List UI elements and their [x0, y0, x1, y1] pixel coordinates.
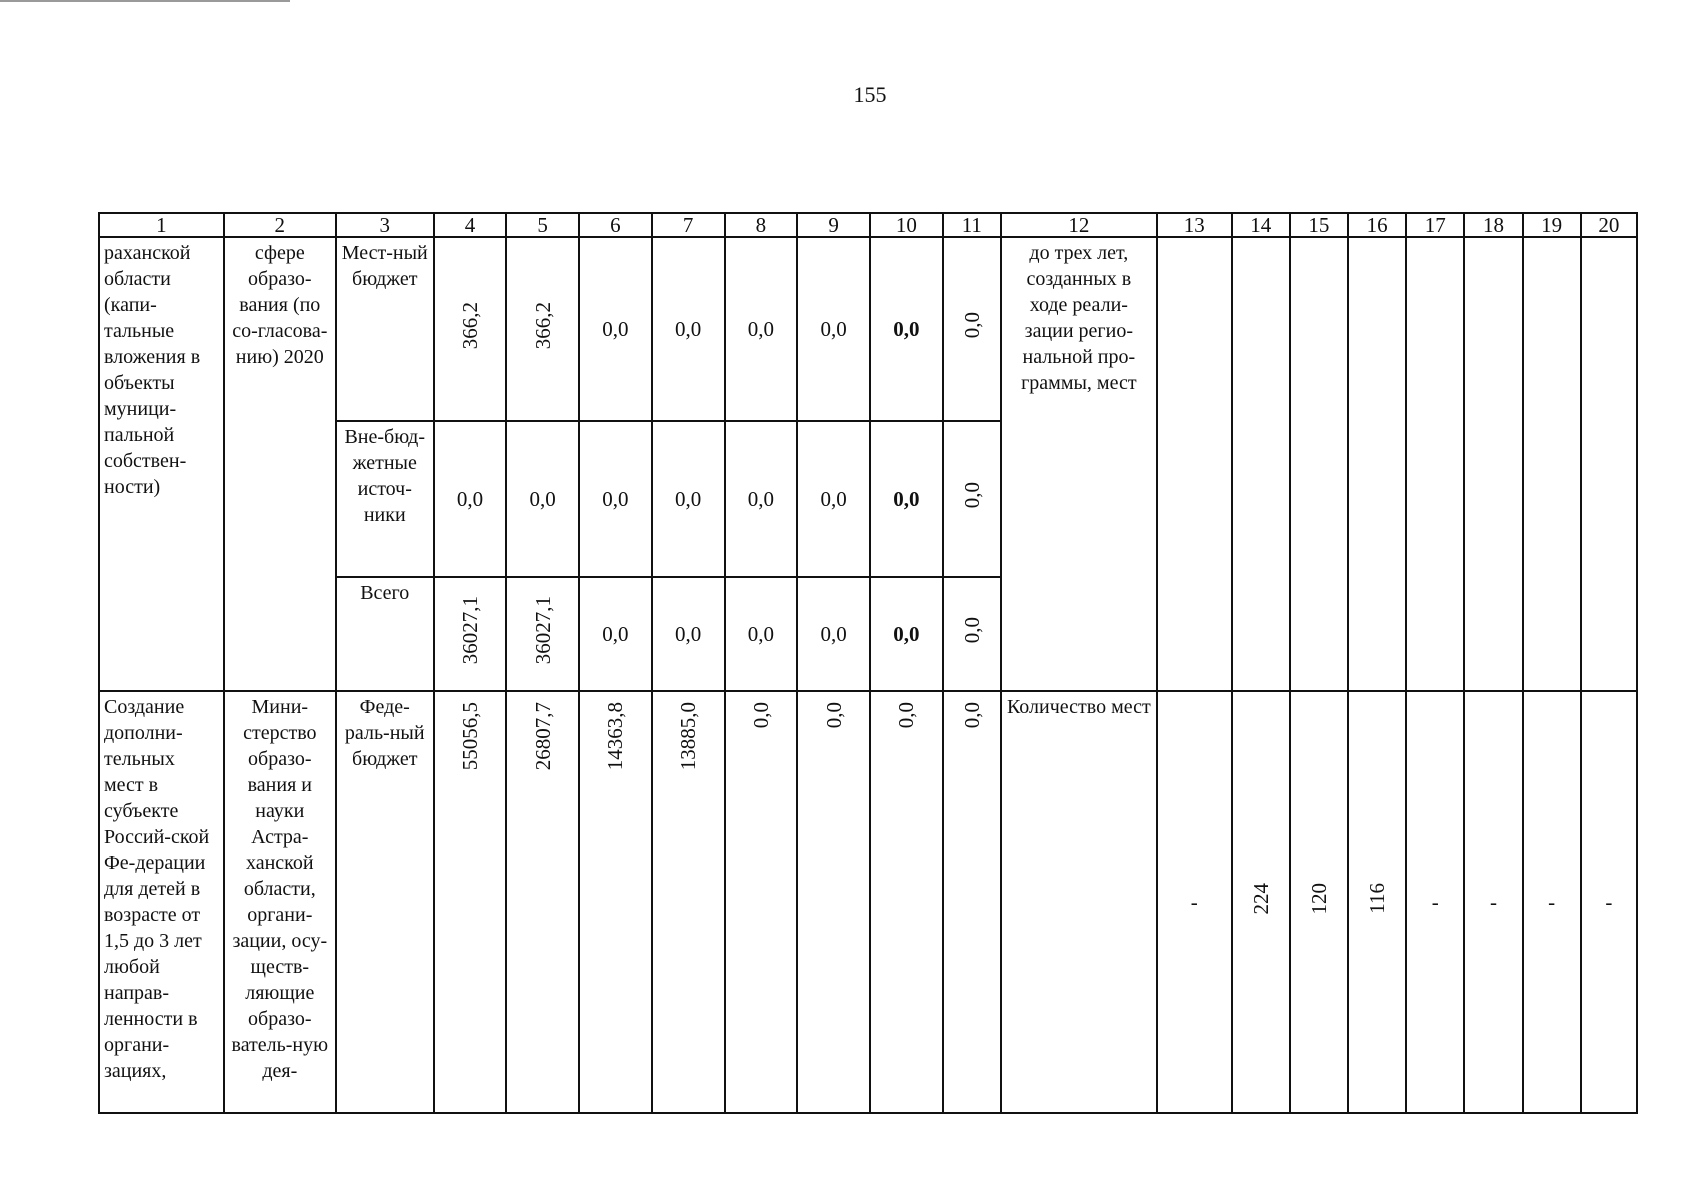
value-cell: 0,0: [652, 237, 725, 421]
value-cell: 116: [1365, 883, 1390, 914]
value-cell: 0,0: [870, 237, 943, 421]
value-cell: -: [1581, 691, 1637, 1113]
value-cell: 0,0: [579, 577, 652, 691]
header-cell: 4: [434, 213, 507, 237]
value-cell: 14363,8: [603, 702, 628, 771]
budget-table: [98, 212, 1638, 1114]
empty-cell: [1523, 237, 1581, 691]
header-cell: 10: [870, 213, 943, 237]
value-cell: 366,2: [457, 301, 482, 350]
value-cell: 0,0: [821, 702, 846, 729]
header-cell: 12: [1001, 213, 1157, 237]
header-cell: 5: [506, 213, 579, 237]
value-cell: -: [1406, 691, 1464, 1113]
header-cell: 9: [797, 213, 870, 237]
value-cell: 0,0: [579, 237, 652, 421]
value-cell: 13885,0: [676, 702, 701, 771]
funding-source: Всего: [360, 582, 410, 604]
value-cell: 0,0: [959, 617, 984, 644]
value-cell: 0,0: [894, 702, 919, 729]
value-cell: 0,0: [959, 312, 984, 339]
value-cell: 0,0: [725, 421, 798, 577]
header-cell: 14: [1232, 213, 1290, 237]
empty-cell: [1464, 237, 1522, 691]
header-cell: 2: [224, 213, 336, 237]
value-cell: 0,0: [797, 577, 870, 691]
page-number: 155: [853, 82, 887, 107]
value-cell: 0,0: [579, 421, 652, 577]
table-row: [99, 237, 1637, 421]
value-cell: 0,0: [652, 421, 725, 577]
value-cell: 0,0: [725, 577, 798, 691]
value-cell: 0,0: [652, 577, 725, 691]
header-cell: 18: [1464, 213, 1522, 237]
top-rule: [0, 0, 290, 2]
header-cell: 16: [1348, 213, 1406, 237]
header-cell: 7: [652, 213, 725, 237]
empty-cell: [1232, 237, 1290, 691]
funding-source: Вне-бюд-жетные источ-ники: [344, 426, 425, 526]
header-cell: 6: [579, 213, 652, 237]
value-cell: -: [1157, 691, 1232, 1113]
value-cell: 366,2: [530, 301, 555, 350]
table-row: [99, 691, 1637, 1113]
value-cell: 120: [1306, 882, 1331, 915]
funding-source: Мест-ный бюджет: [341, 242, 428, 290]
header-cell: 1: [99, 213, 224, 237]
empty-cell: [1157, 237, 1232, 691]
responsible-party: Мини-стерство образо-вания и науки Астра-ханской области, органи-зации, осу-ществ-ляющие образо-ватель-ную дея-: [231, 696, 329, 1082]
value-cell: 36027,1: [530, 596, 555, 665]
value-cell: 0,0: [870, 421, 943, 577]
value-cell: 26807,7: [530, 702, 555, 771]
indicator-name: Количество мест: [1006, 696, 1151, 718]
value-cell: 0,0: [959, 482, 984, 509]
header-cell: 3: [336, 213, 434, 237]
empty-cell: [1581, 237, 1637, 691]
header-cell: 8: [725, 213, 798, 237]
value-cell: 0,0: [506, 421, 579, 577]
header-cell: 15: [1290, 213, 1348, 237]
value-cell: 224: [1248, 882, 1273, 915]
value-cell: 0,0: [870, 577, 943, 691]
header-cell: 20: [1581, 213, 1637, 237]
header-cell: 11: [943, 213, 1001, 237]
empty-cell: [1348, 237, 1406, 691]
header-cell: 13: [1157, 213, 1232, 237]
header-row: [99, 213, 1637, 237]
value-cell: 0,0: [434, 421, 507, 577]
funding-source: Феде-раль-ный бюджет: [344, 696, 425, 770]
value-cell: 36027,1: [457, 596, 482, 665]
value-cell: 0,0: [959, 702, 984, 729]
measure-name: Создание дополни-тельных мест в субъекте Россий-ской Фе-дерации для детей в возрасте от 1,5 до 3 лет любой направ-ленности в органи-зациях,: [104, 696, 210, 1082]
responsible-party: сфере образо-вания (по со-гласова-нию) 2020: [232, 242, 328, 368]
indicator-name: до трех лет, созданных в ходе реали-зации регио-нальной про-граммы, мест: [1021, 242, 1137, 394]
value-cell: 0,0: [797, 237, 870, 421]
empty-cell: [1406, 237, 1464, 691]
header-cell: 19: [1523, 213, 1581, 237]
value-cell: 55056,5: [457, 702, 482, 771]
measure-name: раханской области (капи-тальные вложения в объекты муници-пальной собствен-ности): [104, 242, 201, 498]
value-cell: 0,0: [797, 421, 870, 577]
value-cell: 0,0: [725, 237, 798, 421]
value-cell: -: [1523, 691, 1581, 1113]
empty-cell: [1290, 237, 1348, 691]
value-cell: 0,0: [748, 702, 773, 729]
value-cell: -: [1464, 691, 1522, 1113]
header-cell: 17: [1406, 213, 1464, 237]
